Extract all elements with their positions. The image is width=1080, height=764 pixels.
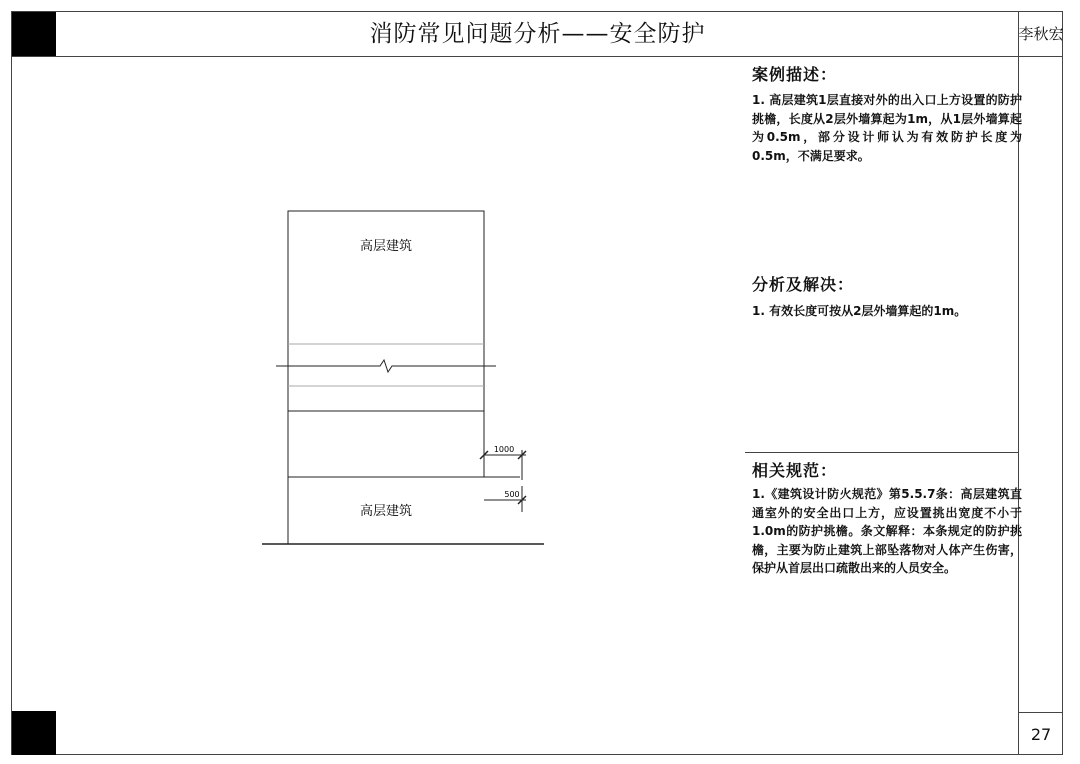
analysis-text: 1. 有效长度可按从2层外墙算起的1m。 — [752, 304, 967, 318]
analysis-heading: 分析及解决： — [752, 275, 855, 294]
case-heading: 案例描述： — [752, 65, 838, 84]
lower-building-label: 高层建筑 — [359, 504, 413, 519]
codes-heading: 相关规范： — [752, 461, 838, 480]
page-number: 27 — [1030, 725, 1052, 744]
upper-building-label: 高层建筑 — [359, 239, 413, 254]
case-text: 1. 高层建筑1层直接对外的出入口上方设置的防护挑檐，长度从2层外墙算起为1m，从1层外墙算起为0.5m，部分设计师认为有效防护长度为0.5m，不满足要求。 — [752, 93, 1022, 163]
codes-text: 1.《建筑设计防火规范》第5.5.7条：高层建筑直通室外的安全出口上方，应设置挑出宽度不小于1.0m的防护挑檐。条文解释：本条规定的防护挑檐，主要为防止建筑上部坠落物对人体产生伤害，保护从首层出口疏散出来的人员安全。 — [752, 487, 1022, 575]
break-line — [276, 360, 496, 372]
author-name: 李秋宏 — [1018, 25, 1064, 43]
page-title: 消防常见问题分析——安全防护 — [369, 21, 706, 47]
dim-upper-label: 1000 — [493, 445, 515, 454]
dim-lower-label: 500 — [504, 490, 520, 499]
